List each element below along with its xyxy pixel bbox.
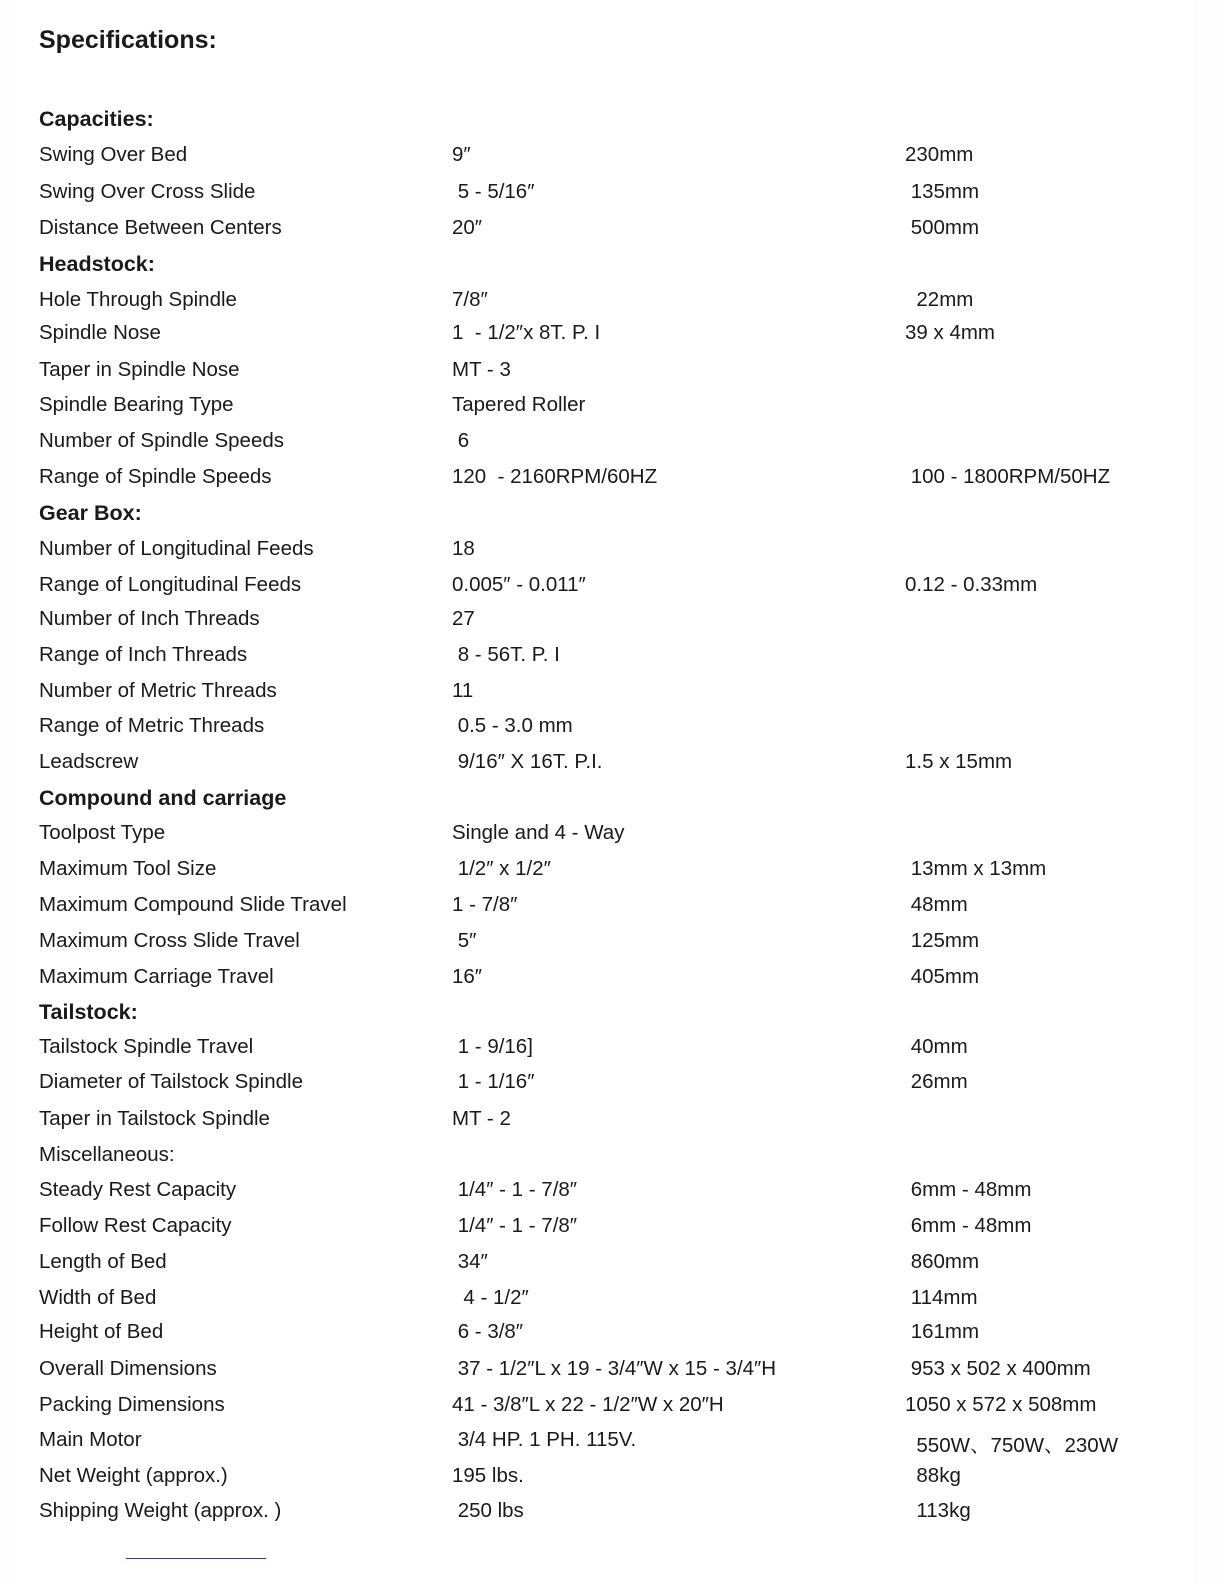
section-heading xyxy=(0,786,1224,816)
section-heading xyxy=(0,1000,1224,1030)
spec-row xyxy=(0,1499,1224,1529)
spec-metric-value: 500mm xyxy=(905,216,980,239)
spec-label: Shipping Weight (approx. ) xyxy=(39,1499,282,1522)
spec-label: Tailstock Spindle Travel xyxy=(39,1035,254,1058)
spec-label: Maximum Cross Slide Travel xyxy=(39,929,300,952)
spec-imperial-value: 1 - 7/8″ xyxy=(452,893,518,916)
spec-imperial-value: 1 - 1/2″x 8T. P. I xyxy=(452,321,601,344)
spec-imperial-value: 0.5 - 3.0 mm xyxy=(452,714,573,737)
spec-imperial-value: 120 - 2160RPM/60HZ xyxy=(452,465,658,488)
spec-label: Hole Through Spindle xyxy=(39,288,237,311)
spec-label: Maximum Carriage Travel xyxy=(39,965,274,988)
spec-label: Length of Bed xyxy=(39,1250,167,1273)
spec-label: Swing Over Bed xyxy=(39,143,188,166)
spec-metric-value: 88kg xyxy=(905,1464,961,1487)
spec-row xyxy=(0,1357,1224,1387)
spec-label: Follow Rest Capacity xyxy=(39,1214,232,1237)
spec-label: Range of Longitudinal Feeds xyxy=(39,573,302,596)
spec-row xyxy=(0,1035,1224,1065)
spec-row xyxy=(0,1107,1224,1137)
spec-imperial-value: Tapered Roller xyxy=(452,393,586,416)
spec-row xyxy=(0,1143,1224,1173)
spec-imperial-value: 41 - 3/8″L x 22 - 1/2″W x 20″H xyxy=(452,1393,724,1416)
spec-row xyxy=(0,1320,1224,1350)
spec-label: Main Motor xyxy=(39,1428,142,1451)
section-title: Headstock: xyxy=(39,252,155,276)
spec-row xyxy=(0,180,1224,210)
spec-imperial-value: Single and 4 - Way xyxy=(452,821,625,844)
spec-imperial-value: 4 - 1/2″ xyxy=(452,1286,529,1309)
spec-row xyxy=(0,1428,1224,1458)
spec-imperial-value: 16″ xyxy=(452,965,483,988)
spec-imperial-value: 6 xyxy=(452,429,470,452)
spec-label: Range of Inch Threads xyxy=(39,643,248,666)
spec-label: Packing Dimensions xyxy=(39,1393,225,1416)
spec-label: Distance Between Centers xyxy=(39,216,282,239)
spec-row xyxy=(0,965,1224,995)
spec-imperial-value: MT - 2 xyxy=(452,1107,511,1130)
spec-metric-value: 40mm xyxy=(905,1035,968,1058)
spec-row xyxy=(0,393,1224,423)
spec-row xyxy=(0,465,1224,495)
spec-imperial-value: 18 xyxy=(452,537,475,560)
spec-imperial-value: 3/4 HP. 1 PH. 115V. xyxy=(452,1428,637,1451)
spec-imperial-value: 1 - 9/16] xyxy=(452,1035,533,1058)
spec-row xyxy=(0,1250,1224,1280)
spec-row xyxy=(0,821,1224,851)
spec-row xyxy=(0,288,1224,318)
section-title: Gear Box: xyxy=(39,501,142,525)
spec-label: Range of Spindle Speeds xyxy=(39,465,272,488)
spec-label: Taper in Spindle Nose xyxy=(39,358,240,381)
spec-imperial-value: 37 - 1/2″L x 19 - 3/4″W x 15 - 3/4″H xyxy=(452,1357,777,1380)
section-heading xyxy=(0,107,1224,137)
spec-metric-value: 6mm - 48mm xyxy=(905,1214,1032,1237)
spec-imperial-value: 34″ xyxy=(452,1250,488,1273)
spec-imperial-value: 1 - 1/16″ xyxy=(452,1070,535,1093)
spec-row xyxy=(0,358,1224,388)
spec-imperial-value: 8 - 56T. P. I xyxy=(452,643,560,666)
spec-imperial-value: 5 - 5/16″ xyxy=(452,180,535,203)
spec-metric-value: 860mm xyxy=(905,1250,980,1273)
spec-label: Maximum Tool Size xyxy=(39,857,217,880)
spec-row xyxy=(0,1464,1224,1494)
spec-row xyxy=(0,750,1224,780)
spec-row xyxy=(0,929,1224,959)
spec-metric-value: 114mm xyxy=(905,1286,978,1309)
spec-imperial-value: 6 - 3/8″ xyxy=(452,1320,524,1343)
spec-row xyxy=(0,1070,1224,1100)
spec-row xyxy=(0,143,1224,173)
spec-label: Height of Bed xyxy=(39,1320,164,1343)
spec-imperial-value: 11 xyxy=(452,679,474,702)
spec-row xyxy=(0,714,1224,744)
spec-label: Width of Bed xyxy=(39,1286,157,1309)
spec-row xyxy=(0,321,1224,351)
spec-row xyxy=(0,216,1224,246)
spec-row xyxy=(0,1178,1224,1208)
spec-label: Maximum Compound Slide Travel xyxy=(39,893,347,916)
spec-imperial-value: 1/2″ x 1/2″ xyxy=(452,857,551,880)
spec-label: Overall Dimensions xyxy=(39,1357,217,1380)
spec-metric-value: 125mm xyxy=(905,929,980,952)
spec-row xyxy=(0,607,1224,637)
spec-imperial-value: 250 lbs xyxy=(452,1499,524,1522)
spec-row xyxy=(0,1286,1224,1316)
spec-metric-value: 161mm xyxy=(905,1320,980,1343)
spec-metric-value: 26mm xyxy=(905,1070,968,1093)
section-title: Compound and carriage xyxy=(39,786,287,810)
spec-metric-value: 953 x 502 x 400mm xyxy=(905,1357,1091,1380)
spec-imperial-value: 9/16″ X 16T. P.I. xyxy=(452,750,603,773)
spec-row xyxy=(0,893,1224,923)
spec-label: Diameter of Tailstock Spindle xyxy=(39,1070,303,1093)
page-title: Specifications: xyxy=(39,26,217,54)
spec-label: Swing Over Cross Slide xyxy=(39,180,256,203)
spec-label: Spindle Bearing Type xyxy=(39,393,234,416)
spec-label: Net Weight (approx.) xyxy=(39,1464,228,1487)
spec-row xyxy=(0,679,1224,709)
spec-metric-value: 22mm xyxy=(905,288,974,311)
spec-row xyxy=(0,537,1224,567)
spec-metric-value: 13mm x 13mm xyxy=(905,857,1047,880)
spec-row xyxy=(0,429,1224,459)
spec-label: Number of Longitudinal Feeds xyxy=(39,537,314,560)
section-heading xyxy=(0,252,1224,282)
spec-imperial-value: 0.005″ - 0.011″ xyxy=(452,573,586,596)
spec-label: Miscellaneous: xyxy=(39,1143,175,1166)
spec-metric-value: 100 - 1800RPM/50HZ xyxy=(905,465,1111,488)
spec-row xyxy=(0,573,1224,603)
spec-label: Taper in Tailstock Spindle xyxy=(39,1107,270,1130)
footer-divider xyxy=(126,1558,266,1559)
spec-label: Spindle Nose xyxy=(39,321,161,344)
spec-imperial-value: 5″ xyxy=(452,929,477,952)
spec-metric-value: 230mm xyxy=(905,143,974,166)
spec-imperial-value: MT - 3 xyxy=(452,358,511,381)
spec-label: Steady Rest Capacity xyxy=(39,1178,237,1201)
spec-imperial-value: 20″ xyxy=(452,216,483,239)
spec-metric-value: 113kg xyxy=(905,1499,971,1522)
spec-metric-value: 1050 x 572 x 508mm xyxy=(905,1393,1097,1416)
spec-imperial-value: 1/4″ - 1 - 7/8″ xyxy=(452,1214,578,1237)
spec-metric-value: 135mm xyxy=(905,180,980,203)
spec-label: Number of Spindle Speeds xyxy=(39,429,285,452)
section-title: Tailstock: xyxy=(39,1000,138,1024)
spec-metric-value: 405mm xyxy=(905,965,980,988)
spec-metric-value: 550W、750W、230W xyxy=(905,1434,1119,1457)
spec-row xyxy=(0,857,1224,887)
spec-row xyxy=(0,1214,1224,1244)
spec-label: Number of Inch Threads xyxy=(39,607,260,630)
spec-metric-value: 6mm - 48mm xyxy=(905,1178,1032,1201)
spec-row xyxy=(0,1393,1224,1423)
spec-label: Range of Metric Threads xyxy=(39,714,265,737)
spec-metric-value: 1.5 x 15mm xyxy=(905,750,1013,773)
spec-metric-value: 0.12 - 0.33mm xyxy=(905,573,1038,596)
spec-imperial-value: 27 xyxy=(452,607,475,630)
spec-label: Leadscrew xyxy=(39,750,139,773)
section-title: Capacities: xyxy=(39,107,154,131)
spec-imperial-value: 9″ xyxy=(452,143,471,166)
spec-label: Toolpost Type xyxy=(39,821,166,844)
spec-metric-value: 48mm xyxy=(905,893,968,916)
spec-imperial-value: 195 lbs. xyxy=(452,1464,524,1487)
spec-metric-value: 39 x 4mm xyxy=(905,321,995,344)
spec-row xyxy=(0,643,1224,673)
spec-label: Number of Metric Threads xyxy=(39,679,277,702)
spec-imperial-value: 1/4″ - 1 - 7/8″ xyxy=(452,1178,578,1201)
section-heading xyxy=(0,501,1224,531)
spec-imperial-value: 7/8″ xyxy=(452,288,488,311)
